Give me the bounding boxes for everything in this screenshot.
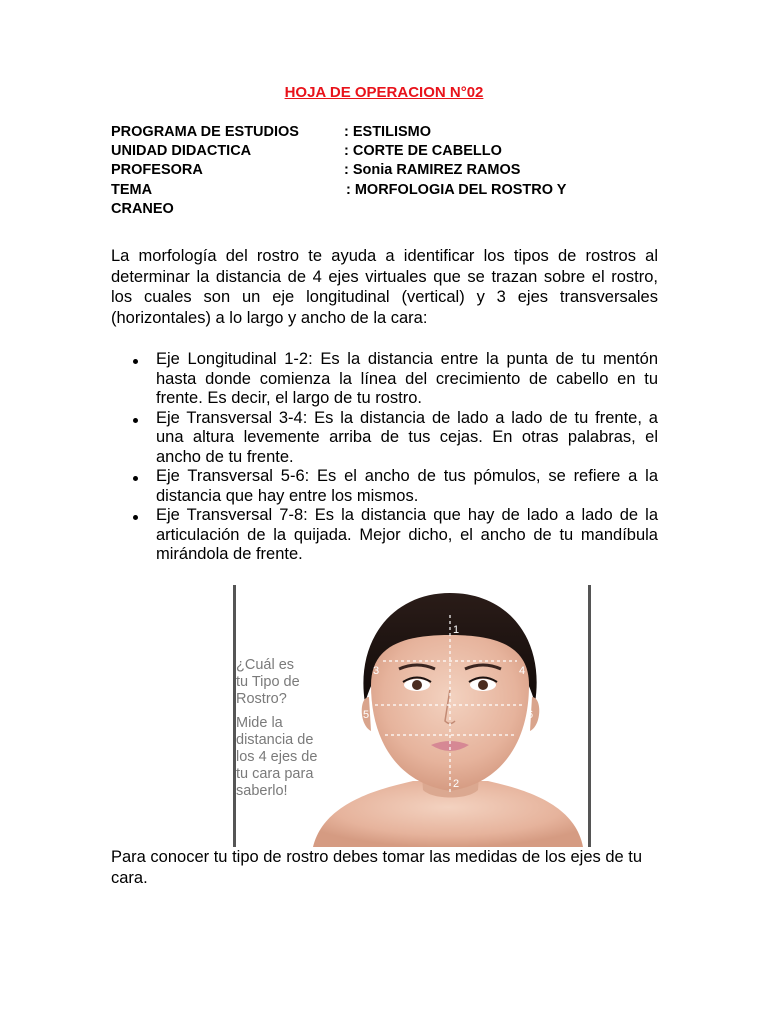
bullet-icon [133,515,138,520]
figure-frame-right [588,585,591,847]
footer-paragraph: Para conocer tu tipo de rostro debes tomar las medidas de los ejes de tu cara. [111,848,643,887]
caption-line: tu Tipo de [236,674,300,690]
axis-number: 3 [373,665,380,677]
axis-number: 6 [527,709,534,721]
caption-line: los 4 ejes de [236,749,318,765]
list-item-text: Eje Transversal 3-4: Es la distancia de lado a lado de tu frente, a una altura levemente arriba de tus cejas. En otras palabras, el ancho de tu frente. [156,408,658,466]
list-item [111,467,658,506]
caption-line: distancia de [236,732,314,748]
info-value: : CORTE DE CABELLO [344,143,502,159]
list-item-text: Eje Transversal 7-8: Es la distancia que hay de lado a lado de la articulación de la quijada. Mejor dicho, el ancho de tu mandíbula mirándola de frente. [156,506,658,563]
info-value: : MORFOLOGIA DEL ROSTRO Y [346,182,567,198]
axis-number: 1 [453,624,460,636]
caption-line: ¿Cuál es [236,657,295,673]
info-label: UNIDAD DIDACTICA [111,143,252,159]
document-title: HOJA DE OPERACION N°02 [284,84,484,101]
axis-number: 2 [453,778,460,790]
list-item [111,350,658,409]
face-morphology-figure [233,585,593,847]
list-item-text: Eje Longitudinal 1-2: Es la distancia entre la punta de tu mentón hasta donde comienza la línea del crecimiento de cabello en tu frente. Es decir, el largo de tu rostro. [156,350,658,407]
info-label: PROGRAMA DE ESTUDIOS [111,124,299,140]
axis-list [111,350,658,565]
bullet-icon [133,359,138,364]
caption-line: tu cara para [236,766,314,782]
face-illustration [313,585,583,847]
axis-number: 5 [363,709,370,721]
caption-line: saberlo! [236,783,288,799]
figure-caption [236,657,317,800]
info-label: TEMA [111,182,153,198]
info-value: : Sonia RAMIREZ RAMOS [344,162,521,178]
axis-number: 8 [519,738,526,750]
axis-number: 7 [371,738,378,750]
axis-number: 4 [519,665,526,677]
intro-paragraph: La morfología del rostro te ayuda a identificar los tipos de rostros al determinar la distancia de 4 ejes virtuales que se trazan sobre el rostro, los cuales son un eje longitudinal (vertical) y 3 ejes transversales (horizontales) a lo largo y ancho de la cara: [111,247,658,327]
caption-line: Rostro? [236,691,287,707]
list-item [111,506,658,565]
list-item-text: Eje Transversal 5-6: Es el ancho de tus pómulos, se refiere a la distancia que hay entre los mismos. [156,467,658,505]
info-label: CRANEO [111,201,174,217]
caption-line: Mide la [236,715,283,731]
bullet-icon [133,418,138,423]
list-item [111,409,658,468]
info-label: PROFESORA [111,162,203,178]
info-value: : ESTILISMO [344,124,431,140]
bullet-icon [133,476,138,481]
